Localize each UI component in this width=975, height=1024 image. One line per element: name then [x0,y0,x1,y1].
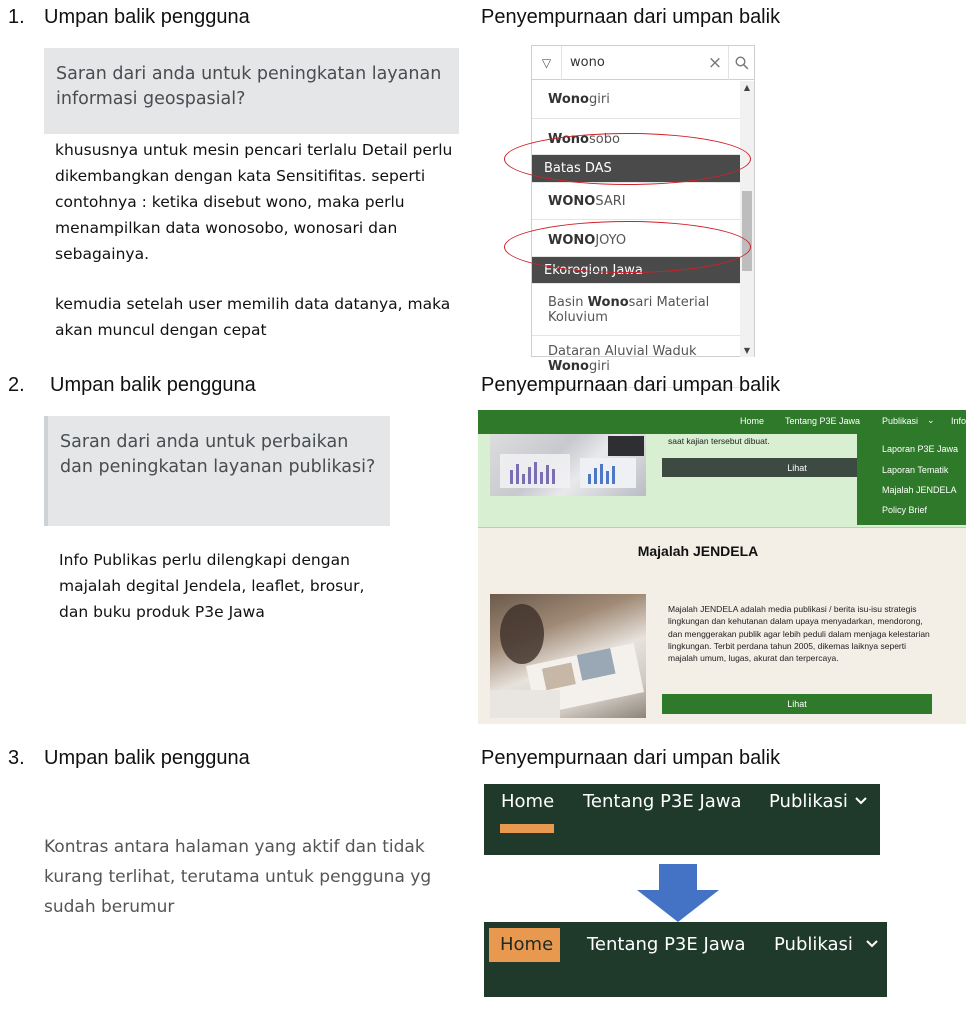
section-2-right-heading: Penyempurnaan dari umpan balik [481,374,781,396]
magazine-photo [490,594,646,718]
nav-about-before[interactable]: Tentang P3E Jawa [583,791,742,812]
option-pre: Basin [548,294,588,310]
scrollbar-thumb[interactable] [742,191,752,271]
search-icon[interactable] [728,46,754,80]
clear-icon[interactable]: × [707,52,723,73]
option-rest: Batas DAS [544,161,612,176]
option-rest: giri [589,92,610,107]
menu-item-policy-brief[interactable]: Policy Brief [882,505,928,515]
nav-home[interactable]: Home [740,416,765,426]
arrow-down-icon [637,864,719,922]
site-navbar [478,410,966,434]
chevron-down-icon[interactable]: ⌄ [927,415,935,425]
dropdown-scrollbar[interactable] [740,81,754,357]
scroll-down-icon[interactable]: ▼ [743,346,751,355]
option-rest: JOYO [595,232,627,248]
dropdown-option[interactable] [532,284,741,336]
navbar-before [484,784,880,855]
option-rest: giri [589,359,610,374]
option-match: Wono [587,294,629,310]
website-preview [478,410,966,724]
section-2-number: 2. [8,374,25,396]
dropdown-toggle-icon[interactable]: ▽ [532,46,562,80]
option-match: WONO [548,193,596,209]
option-rest: Ekoregion Jawa [544,262,643,278]
search-input[interactable]: wono [570,55,605,70]
feedback-answer-1a: khususnya untuk mesin pencari terlalu Detail perlu dikembangkan dengan kata Sensitifitas. seperti contohnya : ketika disebut wono, maka perlu menampilkan data wonosobo, wonosari dan sebagainya. [55,141,453,263]
option-match: Wono [548,92,589,107]
active-underline [500,824,554,833]
menu-item-majalah-jendela[interactable]: Majalah JENDELA [882,485,957,495]
option-pre: Dataran Aluvial Waduk [548,344,697,359]
dropdown-option[interactable] [532,81,741,119]
nav-home-before[interactable]: Home [501,791,555,812]
option-rest: sobo [589,132,620,147]
chevron-down-icon[interactable] [865,935,879,955]
highlight-ellipse [504,133,751,185]
option-match: Wono [548,132,589,147]
scroll-up-icon[interactable]: ▲ [743,83,751,92]
navbar-after [484,922,887,997]
nav-about[interactable]: Tentang P3E Jawa [785,416,861,426]
menu-item-laporan-tematik[interactable]: Laporan Tematik [882,465,949,475]
nav-publikasi-before[interactable]: Publikasi [769,791,848,812]
option-match: Wono [548,359,589,374]
section-1-title: Umpan balik pengguna [44,6,250,28]
publikasi-dropdown-menu [857,434,966,525]
section-3-title: Umpan balik pengguna [44,747,250,769]
dropdown-option[interactable] [532,183,741,220]
report-caption: saat kajian tersebut dibuat. [668,436,770,446]
report-photo [490,434,646,496]
nav-publikasi-after[interactable]: Publikasi [774,934,853,955]
section-2-title: Umpan balik pengguna [50,374,256,396]
section-1-number: 1. [8,6,25,28]
option-rest: SARI [595,193,626,209]
nav-about-after[interactable]: Tentang P3E Jawa [587,934,746,955]
feedback-question-2: Saran dari anda untuk perbaikan dan peningkatan layanan publikasi? [44,416,390,526]
nav-info[interactable]: Info [951,416,967,426]
section-1-right-heading: Penyempurnaan dari umpan balik [481,6,781,28]
section-3-left-heading [8,747,250,770]
feedback-answer-1b: kemudia setelah user memilih data datanya, maka akan muncul dengan cepat [55,295,451,339]
feedback-question-1: Saran dari anda untuk peningkatan layanan informasi geospasial? [44,48,459,134]
chevron-down-icon[interactable] [854,792,868,812]
dropdown-header [532,46,754,80]
report-lihat-button[interactable]: Lihat [662,458,932,477]
nav-home-after[interactable]: Home [500,934,554,955]
majalah-lihat-button[interactable]: Lihat [662,694,932,714]
section-1-left-heading [8,6,250,29]
majalah-title: Majalah JENDELA [637,543,759,559]
section-2-left-heading [8,374,256,397]
section-3-right-heading: Penyempurnaan dari umpan balik [481,747,781,769]
feedback-answer-2: Info Publikas perlu dilengkapi dengan majalah degital Jendela, leaflet, brosur, dan buku produk P3e Jawa [59,551,365,621]
search-dropdown[interactable] [531,45,755,374]
option-match: WONO [548,232,596,248]
majalah-description: Majalah JENDELA adalah media publikasi / berita isu-isu strategis lingkungan dan kehutanan dalam upaya menyadarkan, mendorong, dan menggerakan publik agar lebih peduli dalam menjaga kelestarian lingkungan. Terbit perdana tahun 2005, dikemas laiknya seperti majalah umum, lugas, akurat dan terpercaya. [668,604,930,664]
menu-item-laporan-p3e[interactable]: Laporan P3E Jawa [882,444,959,454]
section-3-number: 3. [8,747,25,769]
option-rest: sari Material Koluvium [548,294,710,325]
nav-publikasi[interactable]: Publikasi [882,416,919,426]
feedback-answer-3: Kontras antara halaman yang aktif dan tidak kurang terlihat, terutama untuk pengguna yg sudah berumur [44,837,432,917]
highlight-ellipse [504,221,751,273]
